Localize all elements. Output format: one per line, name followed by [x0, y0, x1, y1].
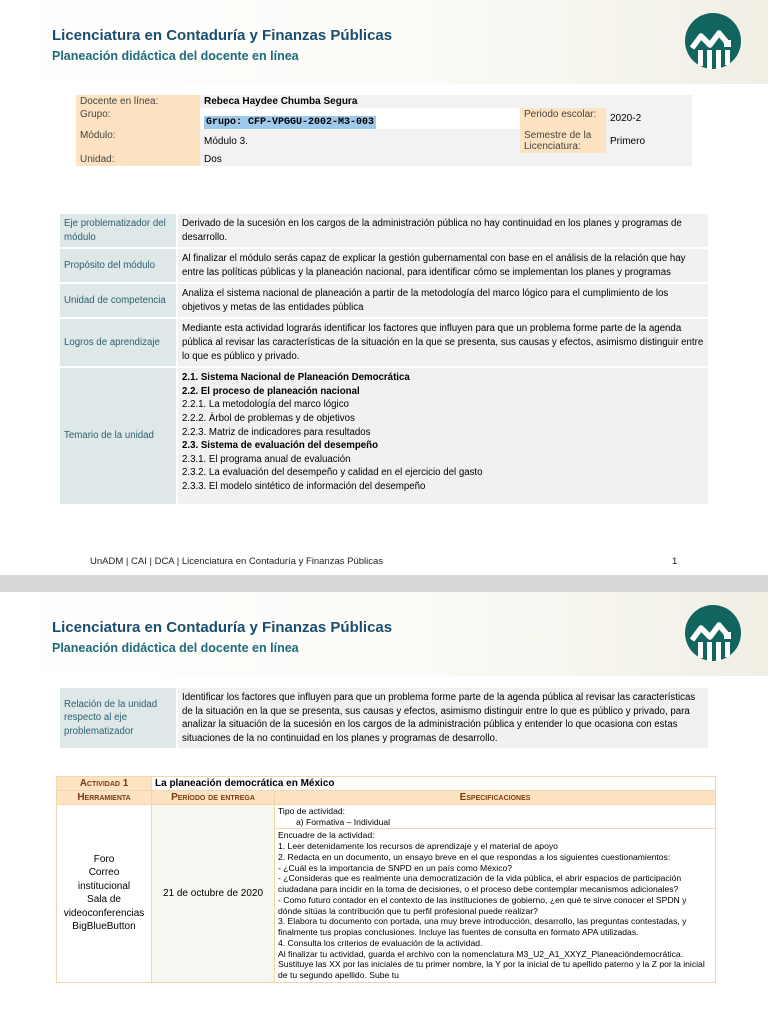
planning-subtitle: Planeación didáctica del docente en línea: [52, 641, 299, 655]
temario-item: 2.3.2. La evaluación del desempeño y calidad en el ejercicio del gasto: [182, 467, 483, 479]
relation-value: Identificar los factores que influyen para que un problema forme parte de la agenda pública al revisar las características de la situación en la que se presenta, sus causas y efectos, asimismo distinguir entre lo que es público y privado, para analizar la situación de la sucesión en los cargos de la administración pública y entender lo que ocasiona con estas situaciones de la no continuidad en los planes y programas de desarrollo.: [177, 688, 708, 748]
spec-line: - Como futuro contador en el contexto de las instituciones de gobierno, ¿en qué te sirve conocer el SPDN y dónde sitúas la contribución que tu perfil profesional puede realizar?: [278, 894, 687, 916]
activity-table: [56, 776, 716, 983]
info-row-docente: [76, 95, 692, 108]
spec-line: - ¿Cuál es la importancia de SNPD en un país como México?: [278, 862, 513, 873]
spec-line: Al finalizar tu actividad, guarda el archivo con la nomenclatura M3_U2_A1_XXYZ_Planeacióndemocrática. Sustituye las XX por las iniciales de tu primer nombre, la Y por la inicial de tu apellido paterno y la Z por la inicial de tu segundo apellido. Sube tu: [278, 948, 705, 981]
specs-cell: [275, 829, 716, 982]
docente-label: Docente en línea:: [76, 95, 200, 108]
competencia-label: Unidad de competencia: [60, 283, 177, 318]
relation-label: Relación de la unidad respecto al eje problematizador: [60, 688, 177, 748]
temario-item: 2.2.3. Matriz de indicadores para resultados: [182, 426, 371, 438]
grupo-value: Grupo: CFP-VPGGU-2002-M3-003: [206, 117, 375, 128]
activity-header-row: [57, 791, 716, 805]
info-row-grupo: [76, 108, 692, 129]
tool-item: BigBlueButton: [72, 921, 136, 933]
eje-label: Eje problematizador del módulo: [60, 214, 177, 248]
syllabus-row-eje: [60, 214, 708, 248]
temario-item: 2.2.2. Árbol de problemas y de objetivos: [182, 412, 355, 424]
syllabus-row-logros: [60, 318, 708, 367]
page-number: 1: [672, 556, 678, 567]
course-info-table: [76, 95, 692, 166]
spec-line: 4. Consulta los criterios de evaluación de la actividad.: [278, 937, 483, 948]
tools-cell: [57, 805, 152, 983]
temario-list: [177, 367, 708, 505]
syllabus-row-temario: [60, 367, 708, 505]
spec-line: 2. Redacta en un documento, un ensayo breve en el que respondas a los siguientes cuestionamientos:: [278, 851, 671, 862]
tipo-value: a) Formativa – Individual: [296, 816, 391, 827]
tool-item: Correo: [88, 867, 120, 879]
logros-label: Logros de aprendizaje: [60, 318, 177, 367]
logros-value: Mediante esta actividad lograrás identificar los factores que influyen para que un problema forme parte de la agenda pública al revisar las características de la situación en la que se presenta, sus causas y efectos, asimismo distinguir entre lo que es público y privado.: [177, 318, 708, 367]
unidad-label: Unidad:: [76, 153, 200, 166]
tool-item: Foro: [93, 853, 115, 865]
activity-title: La planeación democrática en México: [152, 777, 716, 791]
syllabus-table: [60, 214, 708, 506]
delivery-date: 21 de octubre de 2020: [152, 805, 275, 983]
activity-title-row: [57, 777, 716, 791]
semestre-value: Primero: [606, 129, 692, 153]
temario-item: 2.1. Sistema Nacional de Planeación Democrática: [182, 372, 410, 384]
proposito-value: Al finalizar el módulo serás capaz de explicar la gestión gubernamental con base en el análisis de la relación que hay entre las políticas públicas y la planeación nacional, para identificar cómo se implementan los planes y programas: [177, 248, 708, 283]
page-header: [0, 592, 768, 676]
competencia-value: Analiza el sistema nacional de planeación a partir de la metodología del marco lógico para el cumplimiento de los objetivos y metas de las entidades pública: [177, 283, 708, 318]
syllabus-row-competencia: [60, 283, 708, 318]
page-header: [0, 0, 768, 84]
modulo-value: Módulo 3.: [200, 129, 520, 153]
tipo-label: Tipo de actividad:: [278, 806, 346, 816]
planning-subtitle: Planeación didáctica del docente en línea: [52, 49, 299, 63]
eje-value: Derivado de la sucesión en los cargos de la administración pública no hay continuidad en los planes y programas de desarrollo.: [177, 214, 708, 248]
spec-line: 3. Elabora tu documento con portada, una muy breve introducción, desarrollo, las preguntas contestadas, y finalmente tus propias conclusiones. Incluye las fuentes de consulta en formato APA utilizadas.: [278, 916, 687, 938]
tipo-cell: [275, 805, 716, 829]
activity-tipo-row: [57, 805, 716, 829]
periodo-label: Periodo escolar:: [520, 108, 606, 129]
grupo-cell: [200, 108, 520, 129]
syllabus-row-proposito: [60, 248, 708, 283]
grupo-label: Grupo:: [76, 108, 200, 129]
temario-item: 2.3.1. El programa anual de evaluación: [182, 453, 351, 465]
modulo-label: Módulo:: [76, 129, 200, 153]
temario-item: 2.2.1. La metodología del marco lógico: [182, 399, 349, 411]
upward-trend-chart-icon: [684, 12, 742, 70]
unidad-value: Dos: [200, 153, 692, 166]
program-title: Licenciatura en Contaduría y Finanzas Públicas: [52, 619, 393, 636]
spec-line: Encuadre de la actividad:: [278, 830, 375, 841]
temario-label: Temario de la unidad: [60, 367, 177, 505]
temario-item: 2.3.3. El modelo sintético de información del desempeño: [182, 480, 426, 492]
activity-label: Actividad 1: [57, 777, 152, 791]
info-row-modulo: [76, 129, 692, 153]
tool-item: institucional: [77, 880, 131, 892]
col-periodo: Período de entrega: [152, 791, 275, 805]
temario-item: 2.2. El proceso de planeación nacional: [182, 385, 360, 397]
spec-line: 1. Leer detenidamente los recursos de aprendizaje y el material de apoyo: [278, 841, 558, 852]
periodo-value: 2020-2: [606, 108, 692, 129]
upward-trend-chart-icon: [684, 604, 742, 662]
semestre-label: Semestre de la Licenciatura:: [520, 129, 606, 153]
proposito-label: Propósito del módulo: [60, 248, 177, 283]
page-footer: UnADM | CAI | DCA | Licenciatura en Contaduría y Finanzas Públicas: [90, 556, 384, 567]
tool-item: Sala de: [87, 894, 121, 906]
docente-value: Rebeca Haydee Chumba Segura: [200, 95, 692, 108]
info-row-unidad: [76, 153, 692, 166]
relation-row: [60, 688, 708, 748]
spec-line: - ¿Consideras que es realmente una democratización de la vida pública, el abrir espacios de participación ciudadana para incidir en la toma de decisiones, o el proceso debe contemplar mecanismos adicionales?: [278, 873, 682, 895]
temario-item: 2.3. Sistema de evaluación del desempeño: [182, 440, 378, 452]
program-title: Licenciatura en Contaduría y Finanzas Públicas: [52, 27, 393, 44]
col-herramienta: Herramienta: [57, 791, 152, 805]
tool-item: videoconferencias: [63, 907, 145, 919]
col-especificaciones: Especificaciones: [275, 791, 716, 805]
relation-table: [60, 688, 708, 748]
